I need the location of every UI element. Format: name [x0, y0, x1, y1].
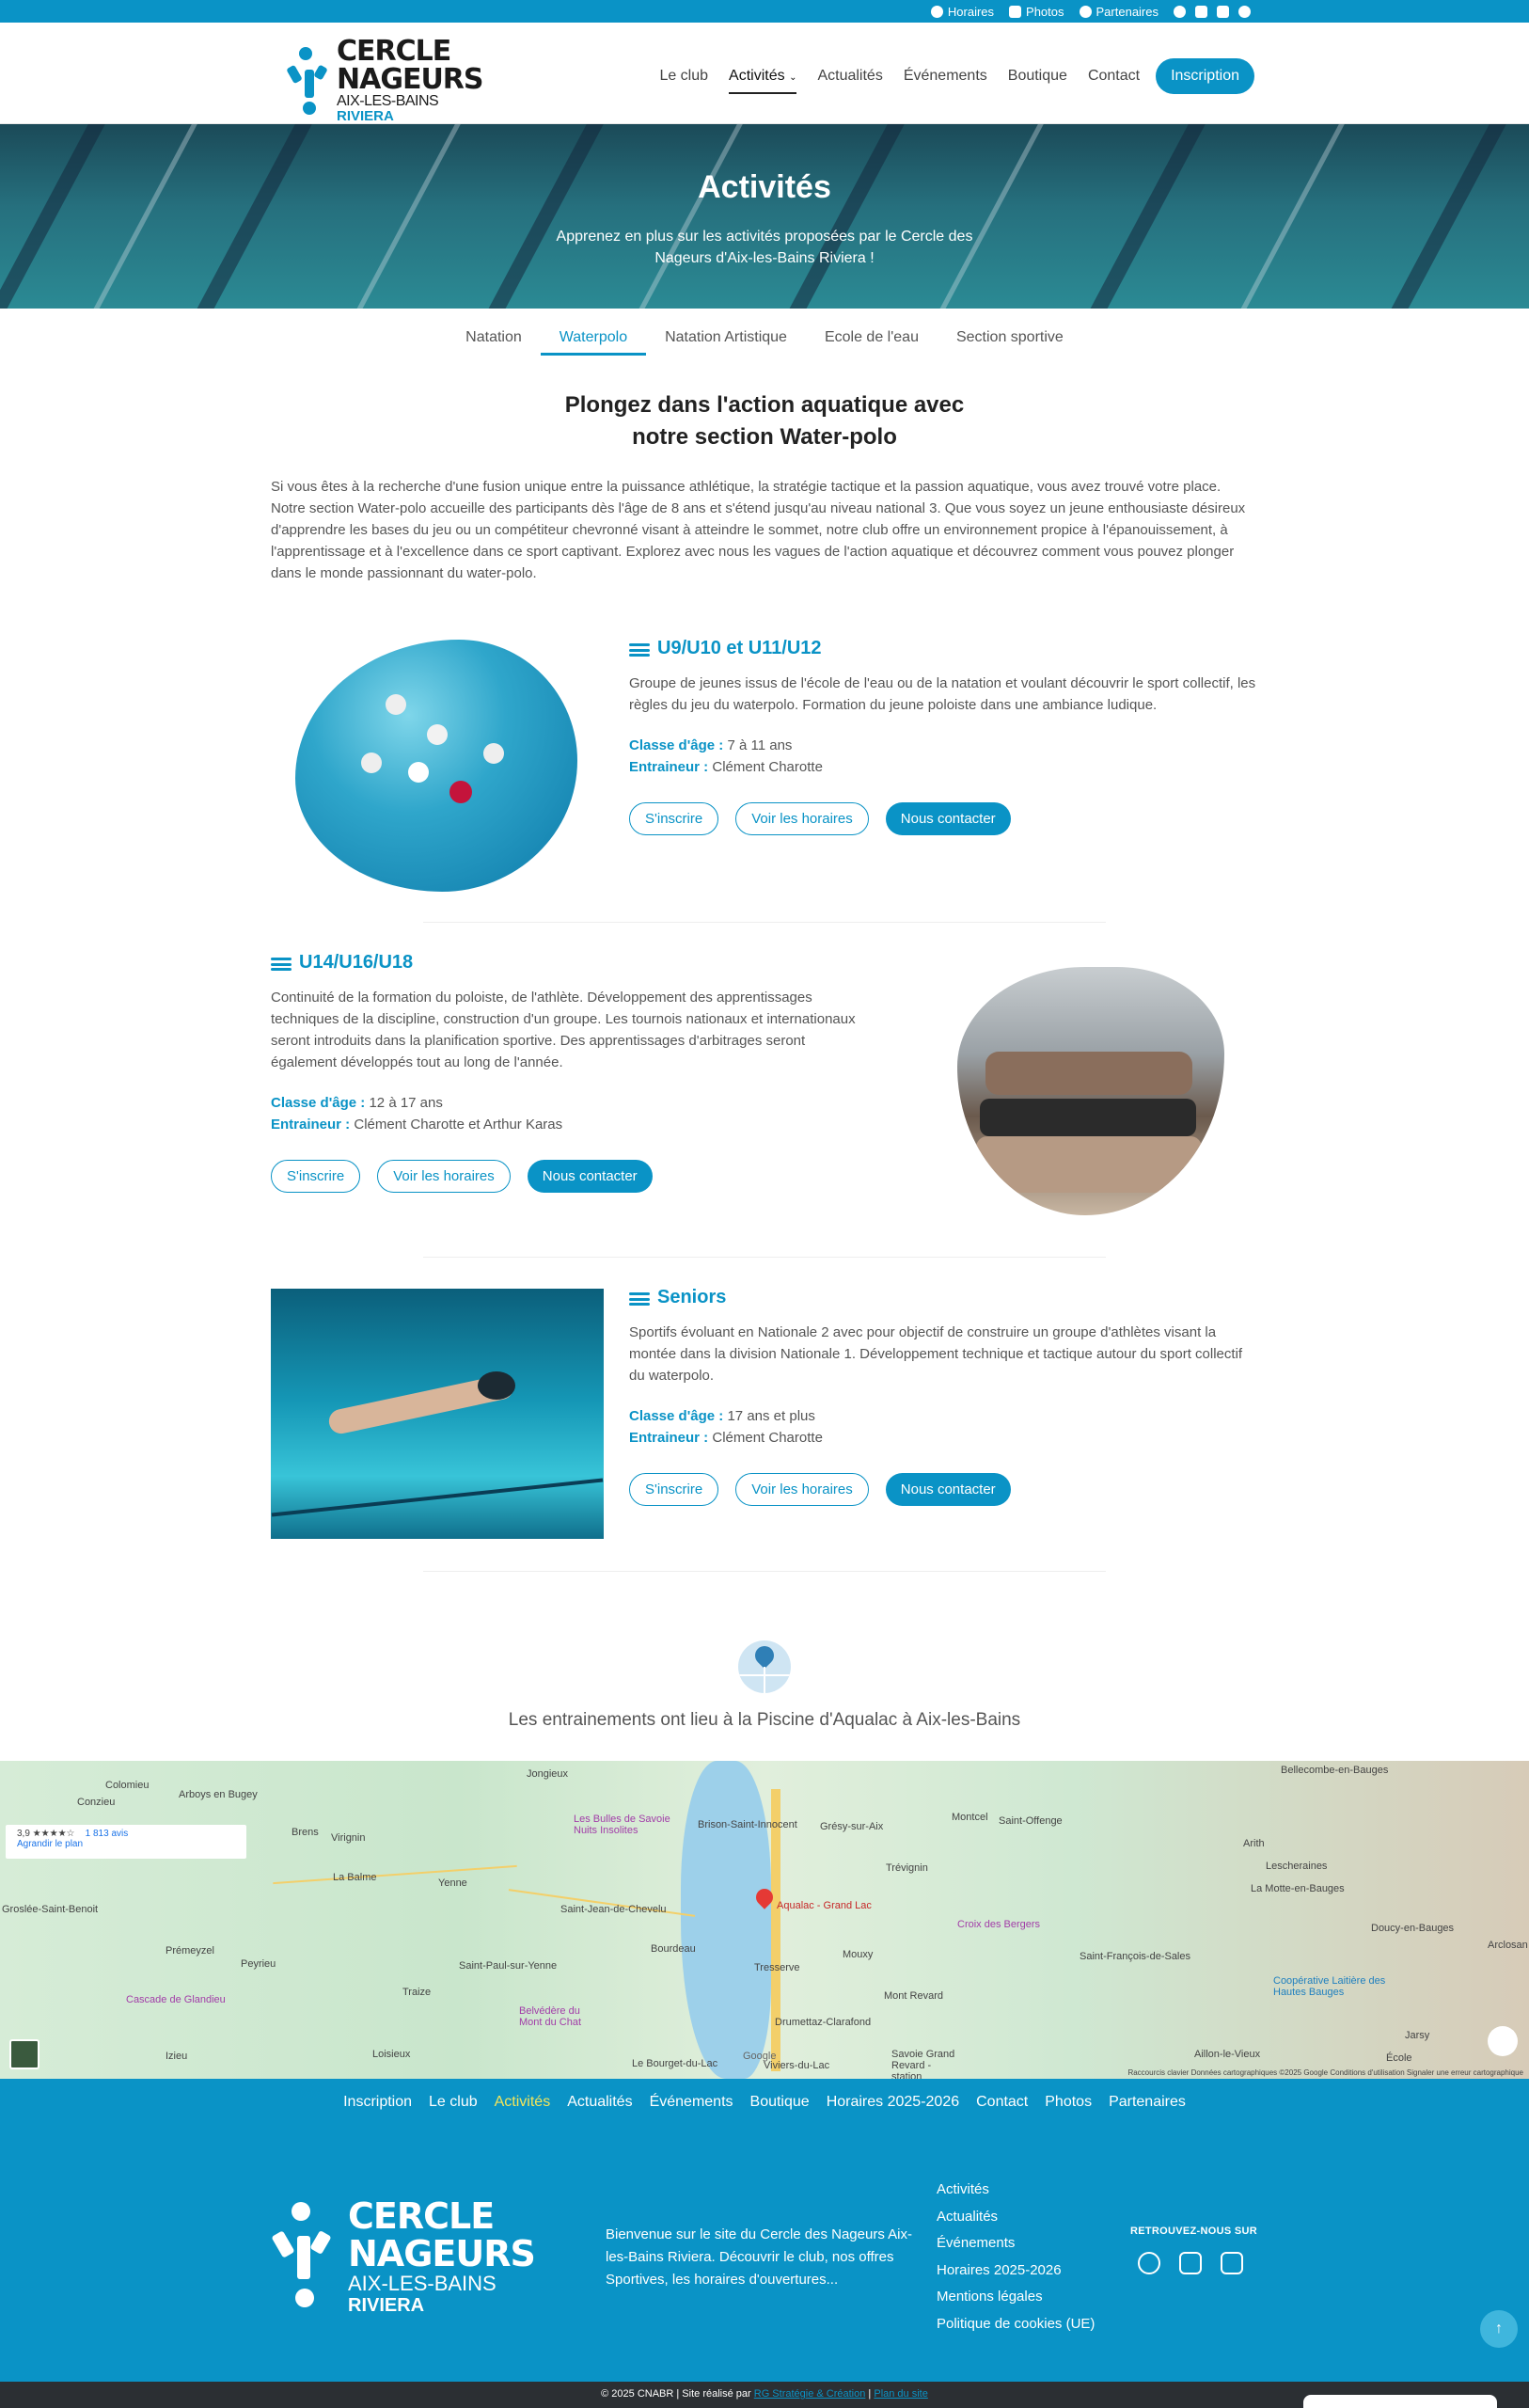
- team-photo-image: [957, 967, 1224, 1215]
- nav-evenements[interactable]: Événements: [903, 68, 987, 84]
- footer-nav-item[interactable]: Actualités: [567, 2094, 633, 2110]
- chevron-down-icon: ⌄: [789, 72, 797, 83]
- footer-social: RETROUVEZ-NOUS SUR: [1130, 2226, 1257, 2274]
- section-title: Plongez dans l'action aquatique avec notre section Water-polo: [564, 392, 965, 450]
- nav-actualites[interactable]: Actualités: [817, 68, 883, 84]
- card-title: U9/U10 et U11/U12: [657, 638, 822, 658]
- card-age: 17 ans et plus: [727, 1408, 815, 1424]
- divider: [423, 922, 1106, 923]
- facebook-icon[interactable]: [1174, 6, 1186, 18]
- footer-link[interactable]: Horaires 2025-2026: [937, 2261, 1062, 2278]
- sitemap-link[interactable]: Plan du site: [874, 2388, 928, 2400]
- footer-nav-item[interactable]: Horaires 2025-2026: [826, 2094, 960, 2110]
- logo-line3: AIX-LES-BAINS: [337, 93, 439, 109]
- card-age: 7 à 11 ans: [727, 737, 793, 753]
- contact-button[interactable]: Nous contacter: [886, 802, 1011, 835]
- card-description: Groupe de jeunes issus de l'école de l'eau ou de la natation et voulant découvrir le sport collectif, les règles du jeu du waterpolo. Formation du jeune poloiste dans une ambiance ludique.: [629, 675, 1256, 713]
- card-coach: Clément Charotte et Arthur Karas: [354, 1117, 563, 1133]
- location-section: [0, 1640, 1529, 1731]
- footer-nav-item-active[interactable]: Activités: [494, 2094, 551, 2110]
- signup-button[interactable]: S'inscrire: [629, 802, 718, 835]
- poi-label[interactable]: Savoie Grand Revard - station: [891, 2049, 955, 2079]
- handshake-icon: [1080, 6, 1092, 18]
- instagram-icon[interactable]: [1195, 6, 1207, 18]
- poi-label[interactable]: Les Bulles de Savoie Nuits Insolites: [574, 1814, 670, 1836]
- site-logo[interactable]: [288, 35, 483, 124]
- agency-link[interactable]: RG Stratégie & Création: [753, 2388, 866, 2400]
- linkedin-icon[interactable]: [1221, 2252, 1243, 2274]
- footer-links: [937, 2177, 1095, 2337]
- swimmer-icon: [271, 956, 292, 971]
- card-title: Seniors: [657, 1287, 727, 1307]
- instagram-icon[interactable]: [1179, 2252, 1202, 2274]
- logo-line2: NAGEURS: [337, 63, 483, 96]
- signup-button[interactable]: S'inscrire: [271, 1160, 360, 1193]
- copyright-bar: © 2025 CNABR | Site réalisé par RG Stratégie & Création | Plan du site: [0, 2382, 1529, 2408]
- poi-label[interactable]: Belvédère du Mont du Chat: [519, 2005, 582, 2028]
- swimmer-icon: [629, 1291, 650, 1306]
- poi-label[interactable]: Croix des Bergers: [957, 1919, 1041, 1930]
- google-map[interactable]: 3,9 ★★★★☆ 1 813 avis Agrandir le plan Colomieu Conzieu Arboys en Bugey Jongieux Brens Virignin La Balme Yenne Saint-Jean-de-Chevelu Brison-Saint-Innocent Grésy-sur-Aix Montcel Saint-Offenge Bellecombe-en-Bauges Arith Lescheraines Trévignin La Motte-en-Bauges Groslée-Saint-Benoit Prémeyzel Peyrieu Saint-Paul-sur-Yenne Traize Bourdeau Tresserve Mouxy Doucy-en-Bauges Saint-François-de-Sales Izieu Loisieux Le Bourget-du-Lac Viviers-du-Lac Drumettaz-Clarafond Mont Revard Aillon-le-Vieux Jarsy École Arclosan Les Bulles de Savoie Nuits Insolites Cascade de Glandieu Belvédère du Mont du Chat Croix des Bergers Coopérative Laitière des Hautes Bauges Savoie Grand Revard - station Aqualac - Grand Lac Google Raccourcis clavier Données cartographiques ©2025 Google Conditions d'utilisation Signaler une erreur cartographique: [0, 1761, 1529, 2079]
- map-place-label[interactable]: Aqualac - Grand Lac: [777, 1900, 872, 1911]
- section-intro: Si vous êtes à la recherche d'une fusion unique entre la puissance athlétique, la stratégie tactique et la passion aquatique, vous avez trouvé votre place. Notre section Water-polo accueille des participants dès l'âge de 8 ans et s'étend jusqu'au niveau national 3. Que vous soyez un jeune enthousiaste désireux d'apprendre les bases du jeu ou un compétiteur chevronné visant à atteindre le sommet, notre club offre un environnement propice à l'épanouissement, à l'apprentissage et à l'excellence dans ce sport captivant. Explorez avec nous les vagues de l'action aquatique et découvrez comment vous pouvez plonger dans le monde passionnant du water-polo.: [271, 479, 1246, 581]
- map-layer-toggle[interactable]: [9, 2039, 39, 2069]
- arrow-up-icon: ↑: [1495, 2321, 1503, 2337]
- schedule-button[interactable]: Voir les horaires: [377, 1160, 511, 1193]
- cookie-banner-tab[interactable]: [1303, 2395, 1497, 2408]
- divider: [423, 1257, 1106, 1258]
- footer-nav-item[interactable]: Contact: [976, 2094, 1029, 2110]
- footer-nav-item[interactable]: Partenaires: [1109, 2094, 1186, 2110]
- top-bar: [0, 0, 1529, 23]
- lake-shape: [681, 1761, 771, 2079]
- swimmer-underwater-image: [271, 1289, 604, 1539]
- footer-nav-item[interactable]: Boutique: [749, 2094, 810, 2110]
- topbar-socials: [1174, 6, 1251, 18]
- site-footer: [0, 2079, 1529, 2382]
- facebook-icon[interactable]: [1138, 2252, 1160, 2274]
- card-title: U14/U16/U18: [299, 952, 414, 973]
- logo-swimmer-icon: [288, 45, 329, 117]
- expand-map-link[interactable]: Agrandir le plan: [17, 1839, 84, 1849]
- tab-waterpolo[interactable]: Waterpolo: [541, 329, 646, 356]
- footer-nav: [0, 2079, 1529, 2111]
- footer-about: Bienvenue sur le site du Cercle des Nageurs Aix-les-Bains Riviera. Découvrir le club, nos offres Sportives, les horaires d'ouvertures...: [606, 2226, 913, 2288]
- site-header: [0, 23, 1529, 124]
- poi-label[interactable]: Cascade de Glandieu: [126, 1994, 226, 2005]
- schedule-button[interactable]: Voir les horaires: [735, 1473, 869, 1506]
- card-coach: Clément Charotte: [712, 1430, 823, 1446]
- nav-activites[interactable]: Activités ⌄: [718, 60, 807, 92]
- swimmer-icon: [629, 642, 650, 657]
- location-text: Les entrainements ont lieu à la Piscine d'Aqualac à Aix-les-Bains: [508, 1710, 1021, 1730]
- horaires-link[interactable]: Horaires: [931, 5, 994, 19]
- card-description: Sportifs évoluant en Nationale 2 avec pour objectif de construire un groupe d'athlètes visant la montée dans la division Nationale 1. Développement technique et tactique autour du sport collectif du waterpolo.: [629, 1324, 1243, 1384]
- tab-section-sportive[interactable]: Section sportive: [955, 329, 1064, 345]
- card-age: 12 à 17 ans: [369, 1095, 443, 1111]
- schedule-button[interactable]: Voir les horaires: [735, 802, 869, 835]
- scroll-top-button[interactable]: [1480, 2310, 1518, 2348]
- fullscreen-icon[interactable]: [1488, 2026, 1518, 2056]
- map-place-card[interactable]: 3,9 ★★★★☆ 1 813 avis Agrandir le plan: [6, 1825, 246, 1859]
- inscription-button[interactable]: Inscription: [1156, 58, 1254, 94]
- footer-logo[interactable]: CERCLE NAGEURS AIX-LES-BAINS RIVIERA: [273, 2197, 535, 2316]
- page-title: Activités: [698, 169, 831, 205]
- activity-tabs: [0, 329, 1529, 356]
- card-seniors: Seniors Sportifs évoluant en Nationale 2 avec pour objectif de construire un groupe d'athlètes visant la montée dans la division Nationale 1. Développement technique et tactique autour du sport collectif du waterpolo. Classe d'âge : 17 ans et plus Entraineur : Clément Charotte S'inscrire Voir les horaires Nous contacter: [629, 1287, 1258, 1506]
- card-description: Continuité de la formation du poloiste, de l'athlète. Développement des apprentissages techniques de la discipline, construction d'un groupe. Les tournois nationaux et internationaux seront introduits dans la planification sportive. Des apprentissages d'arbitrages seront également développés tout au long de l'année.: [271, 990, 856, 1070]
- footer-nav-item[interactable]: Le club: [429, 2094, 478, 2110]
- contact-button[interactable]: Nous contacter: [886, 1473, 1011, 1506]
- nav-le-club[interactable]: Le club: [659, 68, 709, 84]
- footer-nav-item[interactable]: Photos: [1045, 2094, 1093, 2110]
- tab-ecole-de-leau[interactable]: Ecole de l'eau: [824, 329, 919, 345]
- footer-nav-item[interactable]: Inscription: [343, 2094, 413, 2110]
- google-logo: Google: [743, 2051, 777, 2062]
- contact-button[interactable]: Nous contacter: [528, 1160, 653, 1193]
- footer-link[interactable]: Mentions légales: [937, 2289, 1043, 2305]
- hero-subtitle: Apprenez en plus sur les activités proposées par le Cercle des Nageurs d'Aix-les-Bains Riviera !: [556, 229, 973, 266]
- logo-swimmer-icon: [273, 2202, 335, 2311]
- tab-natation-artistique[interactable]: Natation Artistique: [665, 329, 787, 345]
- photos-link[interactable]: Photos: [1009, 5, 1064, 19]
- nav-contact[interactable]: Contact: [1087, 68, 1141, 84]
- signup-button[interactable]: S'inscrire: [629, 1473, 718, 1506]
- footer-link[interactable]: Politique de cookies (UE): [937, 2315, 1096, 2332]
- tab-natation[interactable]: Natation: [465, 329, 522, 345]
- hero-banner: [0, 124, 1529, 309]
- card-u9-u12: U9/U10 et U11/U12 Groupe de jeunes issus de l'école de l'eau ou de la natation et voulant découvrir le sport collectif, les règles du jeu du waterpolo. Formation du jeune poloiste dans une ambiance ludique. Classe d'âge : 7 à 11 ans Entraineur : Clément Charotte S'inscrire Voir les horaires Nous contacter: [629, 638, 1258, 835]
- partenaires-link[interactable]: Partenaires: [1080, 5, 1159, 19]
- photo-icon: [1009, 6, 1021, 18]
- map-credits[interactable]: Raccourcis clavier Données cartographiques ©2025 Google Conditions d'utilisation Signaler une erreur cartographique: [1127, 2068, 1523, 2077]
- whatsapp-icon[interactable]: [1238, 6, 1251, 18]
- card-coach: Clément Charotte: [712, 759, 823, 775]
- nav-boutique[interactable]: Boutique: [1007, 68, 1067, 84]
- footer-link[interactable]: Actualités: [937, 2208, 999, 2225]
- logo-line4: RIVIERA: [337, 108, 394, 124]
- divider: [423, 1571, 1106, 1572]
- footer-link[interactable]: Événements: [937, 2235, 1016, 2251]
- main-nav: [649, 58, 1254, 94]
- waterpolo-kids-image: [295, 640, 577, 892]
- logo-line1: CERCLE: [337, 35, 451, 68]
- linkedin-icon[interactable]: [1217, 6, 1229, 18]
- footer-link[interactable]: Activités: [937, 2181, 989, 2197]
- card-u14-u18: U14/U16/U18 Continuité de la formation du poloiste, de l'athlète. Développement des apprentissages techniques de la discipline, construction d'un groupe. Les tournois nationaux et internationaux seront introduits dans la planification sportive. Des apprentissages d'arbitrages seront également développés tout au long de l'année. Classe d'âge : 12 à 17 ans Entraineur : Clément Charotte et Arthur Karas S'inscrire Voir les horaires Nous contacter: [271, 952, 873, 1193]
- footer-nav-item[interactable]: Événements: [649, 2094, 733, 2110]
- map-pin-icon: [738, 1640, 791, 1693]
- poi-label[interactable]: Coopérative Laitière des Hautes Bauges: [1273, 1975, 1386, 1998]
- clock-icon: [931, 6, 943, 18]
